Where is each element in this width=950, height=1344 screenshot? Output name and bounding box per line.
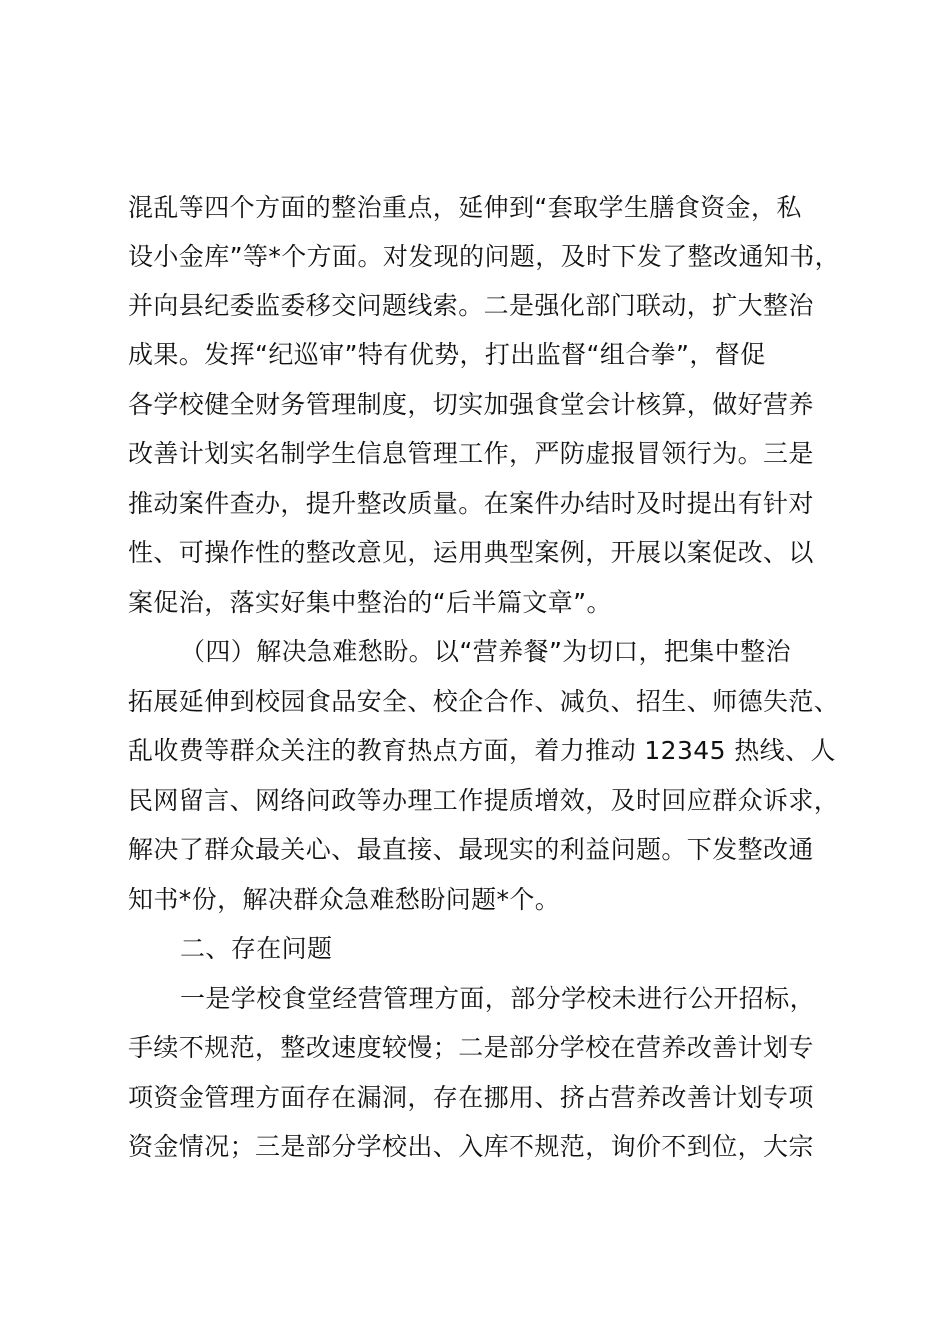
section-paragraph-start: （四）解决急难愁盼。以“营养餐”为切口，把集中整治: [180, 637, 791, 666]
paragraph-line: 改善计划实名制学生信息管理工作，严防虚报冒领行为。三是: [128, 439, 814, 468]
paragraph-line: 混乱等四个方面的整治重点，延伸到“套取学生膳食资金，私: [128, 193, 802, 222]
paragraph-line: 乱收费等群众关注的教育热点方面，着力推动 12345 热线、人: [128, 736, 836, 765]
paragraph-line: 解决了群众最关心、最直接、最现实的利益问题。下发整改通: [128, 835, 814, 864]
section-heading: 二、存在问题: [180, 934, 333, 963]
paragraph-line: 手续不规范，整改速度较慢；二是部分学校在营养改善计划专: [128, 1033, 814, 1062]
paragraph-line: 拓展延伸到校园食品安全、校企合作、减负、招生、师德失范、: [128, 687, 840, 716]
paragraph-line: 案促治，落实好集中整治的“后半篇文章”。: [128, 588, 612, 617]
paragraph-line: 项资金管理方面存在漏洞，存在挪用、挤占营养改善计划专项: [128, 1083, 814, 1112]
paragraph-line: 性、可操作性的整改意见，运用典型案例，开展以案促改、以: [128, 538, 814, 567]
paragraph-line: 各学校健全财务管理制度，切实加强食堂会计核算，做好营养: [128, 390, 814, 419]
paragraph-line: 知书*份，解决群众急难愁盼问题*个。: [128, 885, 561, 914]
paragraph-line: 推动案件查办，提升整改质量。在案件办结时及时提出有针对: [128, 489, 814, 518]
paragraph-line: 设小金库”等*个方面。对发现的问题，及时下发了整改通知书，: [128, 242, 841, 271]
paragraph-line: 资金情况；三是部分学校出、入库不规范，询价不到位，大宗: [128, 1132, 814, 1161]
paragraph-line: 民网留言、网络问政等办理工作提质增效，及时回应群众诉求，: [128, 786, 840, 815]
paragraph-line: 成果。发挥“纪巡审”特有优势，打出监督“组合拳”，督促: [128, 340, 766, 369]
paragraph-line: 并向县纪委监委移交问题线索。二是强化部门联动，扩大整治: [128, 291, 814, 320]
paragraph-start: 一是学校食堂经营管理方面，部分学校未进行公开招标，: [180, 984, 816, 1013]
